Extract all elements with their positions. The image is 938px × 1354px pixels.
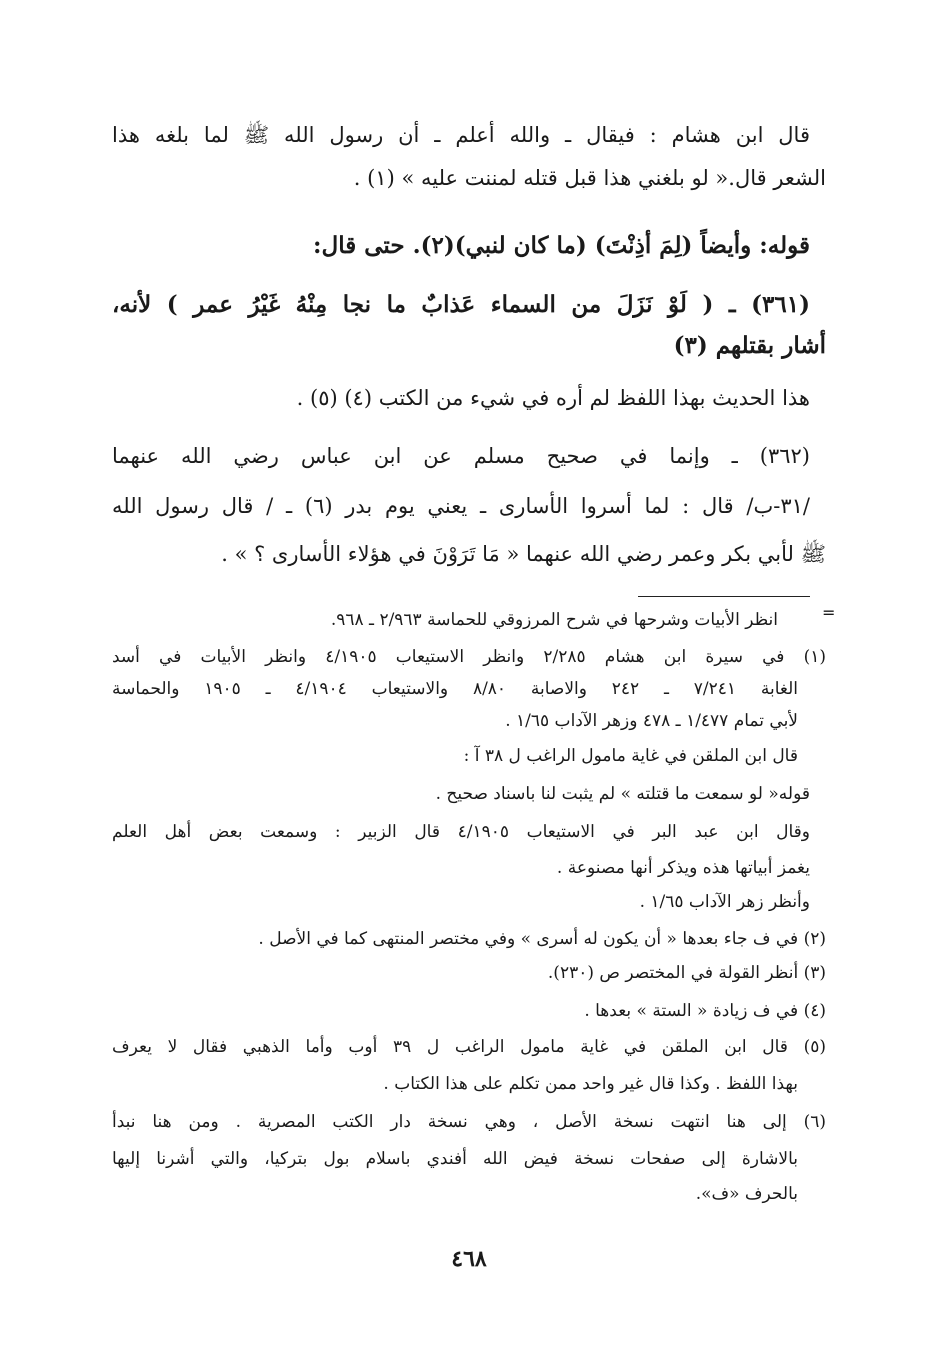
hadith-362-line-3: ﷺ لأبي بكر وعمر رضي الله عنهما « مَا تَرَوْنَ في هؤلاء الأسارى ؟ » .: [221, 542, 826, 566]
margin-mark: =: [822, 603, 836, 622]
footnote-separator: [638, 596, 810, 597]
footnote-1-line-8: وأنظر زهر الآداب ١/٦٥ .: [639, 892, 810, 912]
footnote-5-line-2: بهذا اللفظ . وكذا قال غير واحد ممن تكلم على هذا الكتاب .: [383, 1074, 798, 1094]
heading-line: قوله: وأيضاً (لِمَ أذِنْتَ) (ما كان لنبي)(٢). حتى قال:: [313, 232, 810, 259]
footnote-3: (٣) أنظر القولة في المختصر ص (٢٣٠).: [547, 963, 826, 983]
footnote-1-line-5: قوله« لو سمعت ما قتلته » لم يثبت لنا باسناد صحيح .: [435, 784, 810, 804]
footnote-intro: انظر الأبيات وشرحها في شرح المرزوقي للحماسة ٢/٩٦٣ ـ ٩٦٨.: [330, 610, 778, 630]
hadith-361-line-1: (٣٦١) ـ ( لَوْ نَزَلَ من السماء عَذابٌ ما نجا مِنْهُ غَيْرُ عمر ) لأنه،: [112, 291, 810, 318]
footnote-1-line-1: (١) في سيرة ابن هشام ٢/٢٨٥ وانظر الاستيعاب ٤/١٩٠٥ وانظر الأبيات في أسد: [112, 647, 826, 667]
body-line-1: قال ابن هشام : فيقال ـ والله أعلم ـ أن رسول الله ﷺ لما بلغه هذا: [112, 123, 810, 147]
footnote-5-line-1: (٥) قال ابن الملقن في غاية مامول الراغب ل ٣٩ أوب وأما الذهبي فقال لا يعرف: [112, 1037, 826, 1057]
footnote-1-line-4: قال ابن الملقن في غاية مامول الراغب ل ٣٨ آ :: [463, 746, 798, 766]
body-line-6: هذا الحديث بهذا اللفظ لم أره في شيء من الكتب (٤) (٥) .: [296, 386, 810, 410]
footnote-6-line-2: بالاشارة إلى صفحات نسخة فيض الله أفندي باسلام بول بتركيا، والتي أشرنا إليها: [112, 1149, 798, 1169]
hadith-361-line-2: أشار بقتلهم (٣): [673, 332, 826, 359]
page-number: ٤٦٨: [451, 1246, 487, 1272]
footnote-1-line-3: لأبي تمام ١/٤٧٧ ـ ٤٧٨ وزهر الآداب ١/٦٥ .: [505, 711, 798, 731]
footnote-1-line-7: يغمز أبياتها هذه ويذكر أنها مصنوعة .: [556, 858, 810, 878]
footnote-1-line-2: الغابة ٧/٢٤١ ـ ٢٤٢ والاصابة ٨/٨٠ والاستيعاب ٤/١٩٠٤ ـ ١٩٠٥ والحماسة: [112, 679, 799, 699]
footnote-6-line-1: (٦) إلى هنا انتهت نسخة الأصل ، وهي نسخة دار الكتب المصرية . ومن هنا نبدأ: [112, 1112, 826, 1132]
footnote-4: (٤) في ف زيادة « الستة » بعدها .: [584, 1001, 826, 1021]
hadith-362-line-2: /٣١-ب/ قال : لما أسروا الأسارى ـ يعني يوم بدر (٦) ـ / قال رسول الله: [112, 494, 810, 518]
body-line-2: الشعر قال.« لو بلغني هذا قبل قتله لمننت عليه » (١) .: [353, 166, 826, 190]
hadith-362-line-1: (٣٦٢) ـ وإنما في صحيح مسلم عن ابن عباس رضي الله عنهما: [112, 444, 810, 468]
footnote-2: (٢) في ف جاء بعدها « أن يكون له أسرى » وفي مختصر المنتهى كما في الأصل .: [258, 929, 826, 949]
footnote-6-line-3: بالحرف «ف».: [695, 1184, 798, 1204]
footnote-1-line-6: وقال ابن عبد البر في الاستيعاب ٤/١٩٠٥ قال الزبير : وسمعت بعض أهل العلم: [112, 822, 811, 842]
